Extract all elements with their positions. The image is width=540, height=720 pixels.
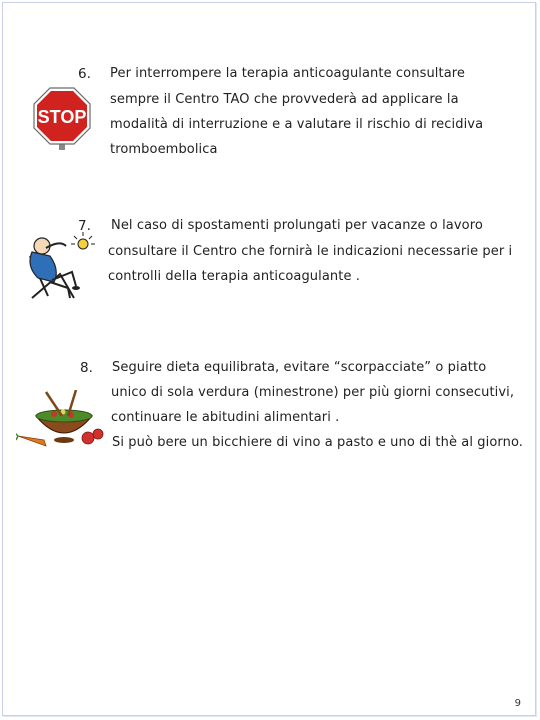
- item-6-line-3: modalità di interruzione e a valutare il rischio di recidiva: [110, 117, 484, 132]
- salad-bowl-icon: [16, 390, 106, 456]
- item-6-line-1: Per interrompere la terapia anticoagulante consultare: [110, 66, 466, 81]
- item-6-line-4: tromboembolica: [110, 142, 218, 157]
- item-8-line-4: Si può bere un bicchiere di vino a pasto e uno di thè al giorno.: [112, 435, 524, 450]
- item-8-line-3: continuare le abitudini alimentari .: [111, 410, 340, 425]
- item-7-line-2: consultare il Centro che fornirà le indicazioni necessarie per i: [108, 244, 513, 259]
- vacation-person-icon: [20, 226, 100, 308]
- stop-sign-icon: [32, 86, 92, 154]
- item-number-7: 7.: [78, 218, 91, 234]
- item-number-8: 8.: [80, 360, 93, 376]
- item-7-line-1: Nel caso di spostamenti prolungati per vacanze o lavoro: [111, 218, 483, 233]
- item-number-6: 6.: [78, 66, 91, 82]
- item-6-line-2: sempre il Centro TAO che provvederà ad applicare la: [110, 92, 459, 107]
- stop-sign-text: STOP: [37, 107, 87, 127]
- item-8-line-1: Seguire dieta equilibrata, evitare “scorpacciate” o piatto: [112, 360, 487, 375]
- page-number: 9: [514, 698, 521, 709]
- item-8-line-2: unico di sola verdura (minestrone) per più giorni consecutivi,: [111, 385, 515, 400]
- item-7-line-3: controlli della terapia anticoagulante .: [108, 269, 361, 284]
